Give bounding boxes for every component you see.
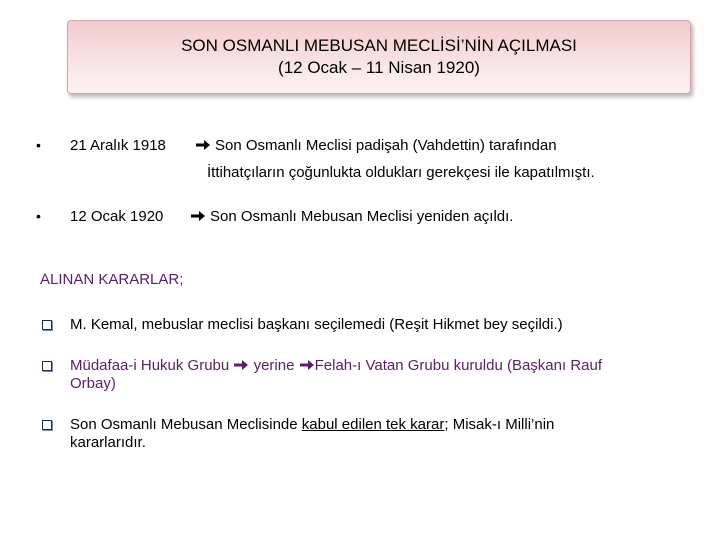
page-subtitle: (12 Ocak – 11 Nisan 1920)	[278, 58, 480, 77]
decision-text	[70, 416, 554, 433]
decision-part: Felah-ı Vatan Grubu kuruldu (Başkanı Rauf	[314, 357, 602, 374]
bullet-text-line1: Son Osmanlı Meclisi padişah (Vahdettin) tarafından	[215, 137, 557, 154]
decision-part: yerine	[253, 357, 295, 374]
bullet-text-line2: İttihatçıların çoğunlukta oldukları gerekçesi ile kapatılmıştı.	[207, 164, 595, 181]
right-arrow-icon	[233, 359, 249, 371]
decision-text-line2: Orbay)	[70, 375, 116, 392]
bullet-date: 21 Aralık 1918	[70, 137, 166, 154]
checkbox-icon	[42, 320, 52, 330]
bullet-text	[195, 137, 557, 154]
decision-text: M. Kemal, mebuslar meclisi başkanı seçilemedi (Reşit Hikmet bey seçildi.)	[70, 316, 563, 333]
decisions-heading: ALINAN KARARLAR;	[40, 271, 184, 288]
bullet-marker: •	[36, 137, 41, 153]
decision-part: Son Osmanlı Mebusan Meclisinde	[70, 416, 298, 433]
decision-text	[70, 357, 602, 374]
bullet-date: 12 Ocak 1920	[70, 208, 164, 225]
right-arrow-icon	[195, 139, 211, 151]
checkbox-icon	[42, 361, 52, 371]
title-box	[67, 20, 691, 94]
decision-text-line2: kararlarıdır.	[70, 434, 146, 451]
bullet-marker: •	[36, 208, 41, 224]
checkbox-icon	[42, 420, 52, 430]
decision-part: ; Misak-ı Milli’nin	[444, 416, 555, 433]
page-title: SON OSMANLI MEBUSAN MECLİSİ’NİN AÇILMASI	[181, 36, 577, 55]
decision-part: Müdafaa-i Hukuk Grubu	[70, 357, 230, 374]
right-arrow-icon	[299, 359, 315, 371]
right-arrow-icon	[190, 210, 206, 222]
bullet-text	[190, 208, 513, 225]
bullet-text-line1: Son Osmanlı Mebusan Meclisi yeniden açıldı.	[210, 208, 514, 225]
decision-underlined: kabul edilen tek karar	[301, 416, 445, 433]
